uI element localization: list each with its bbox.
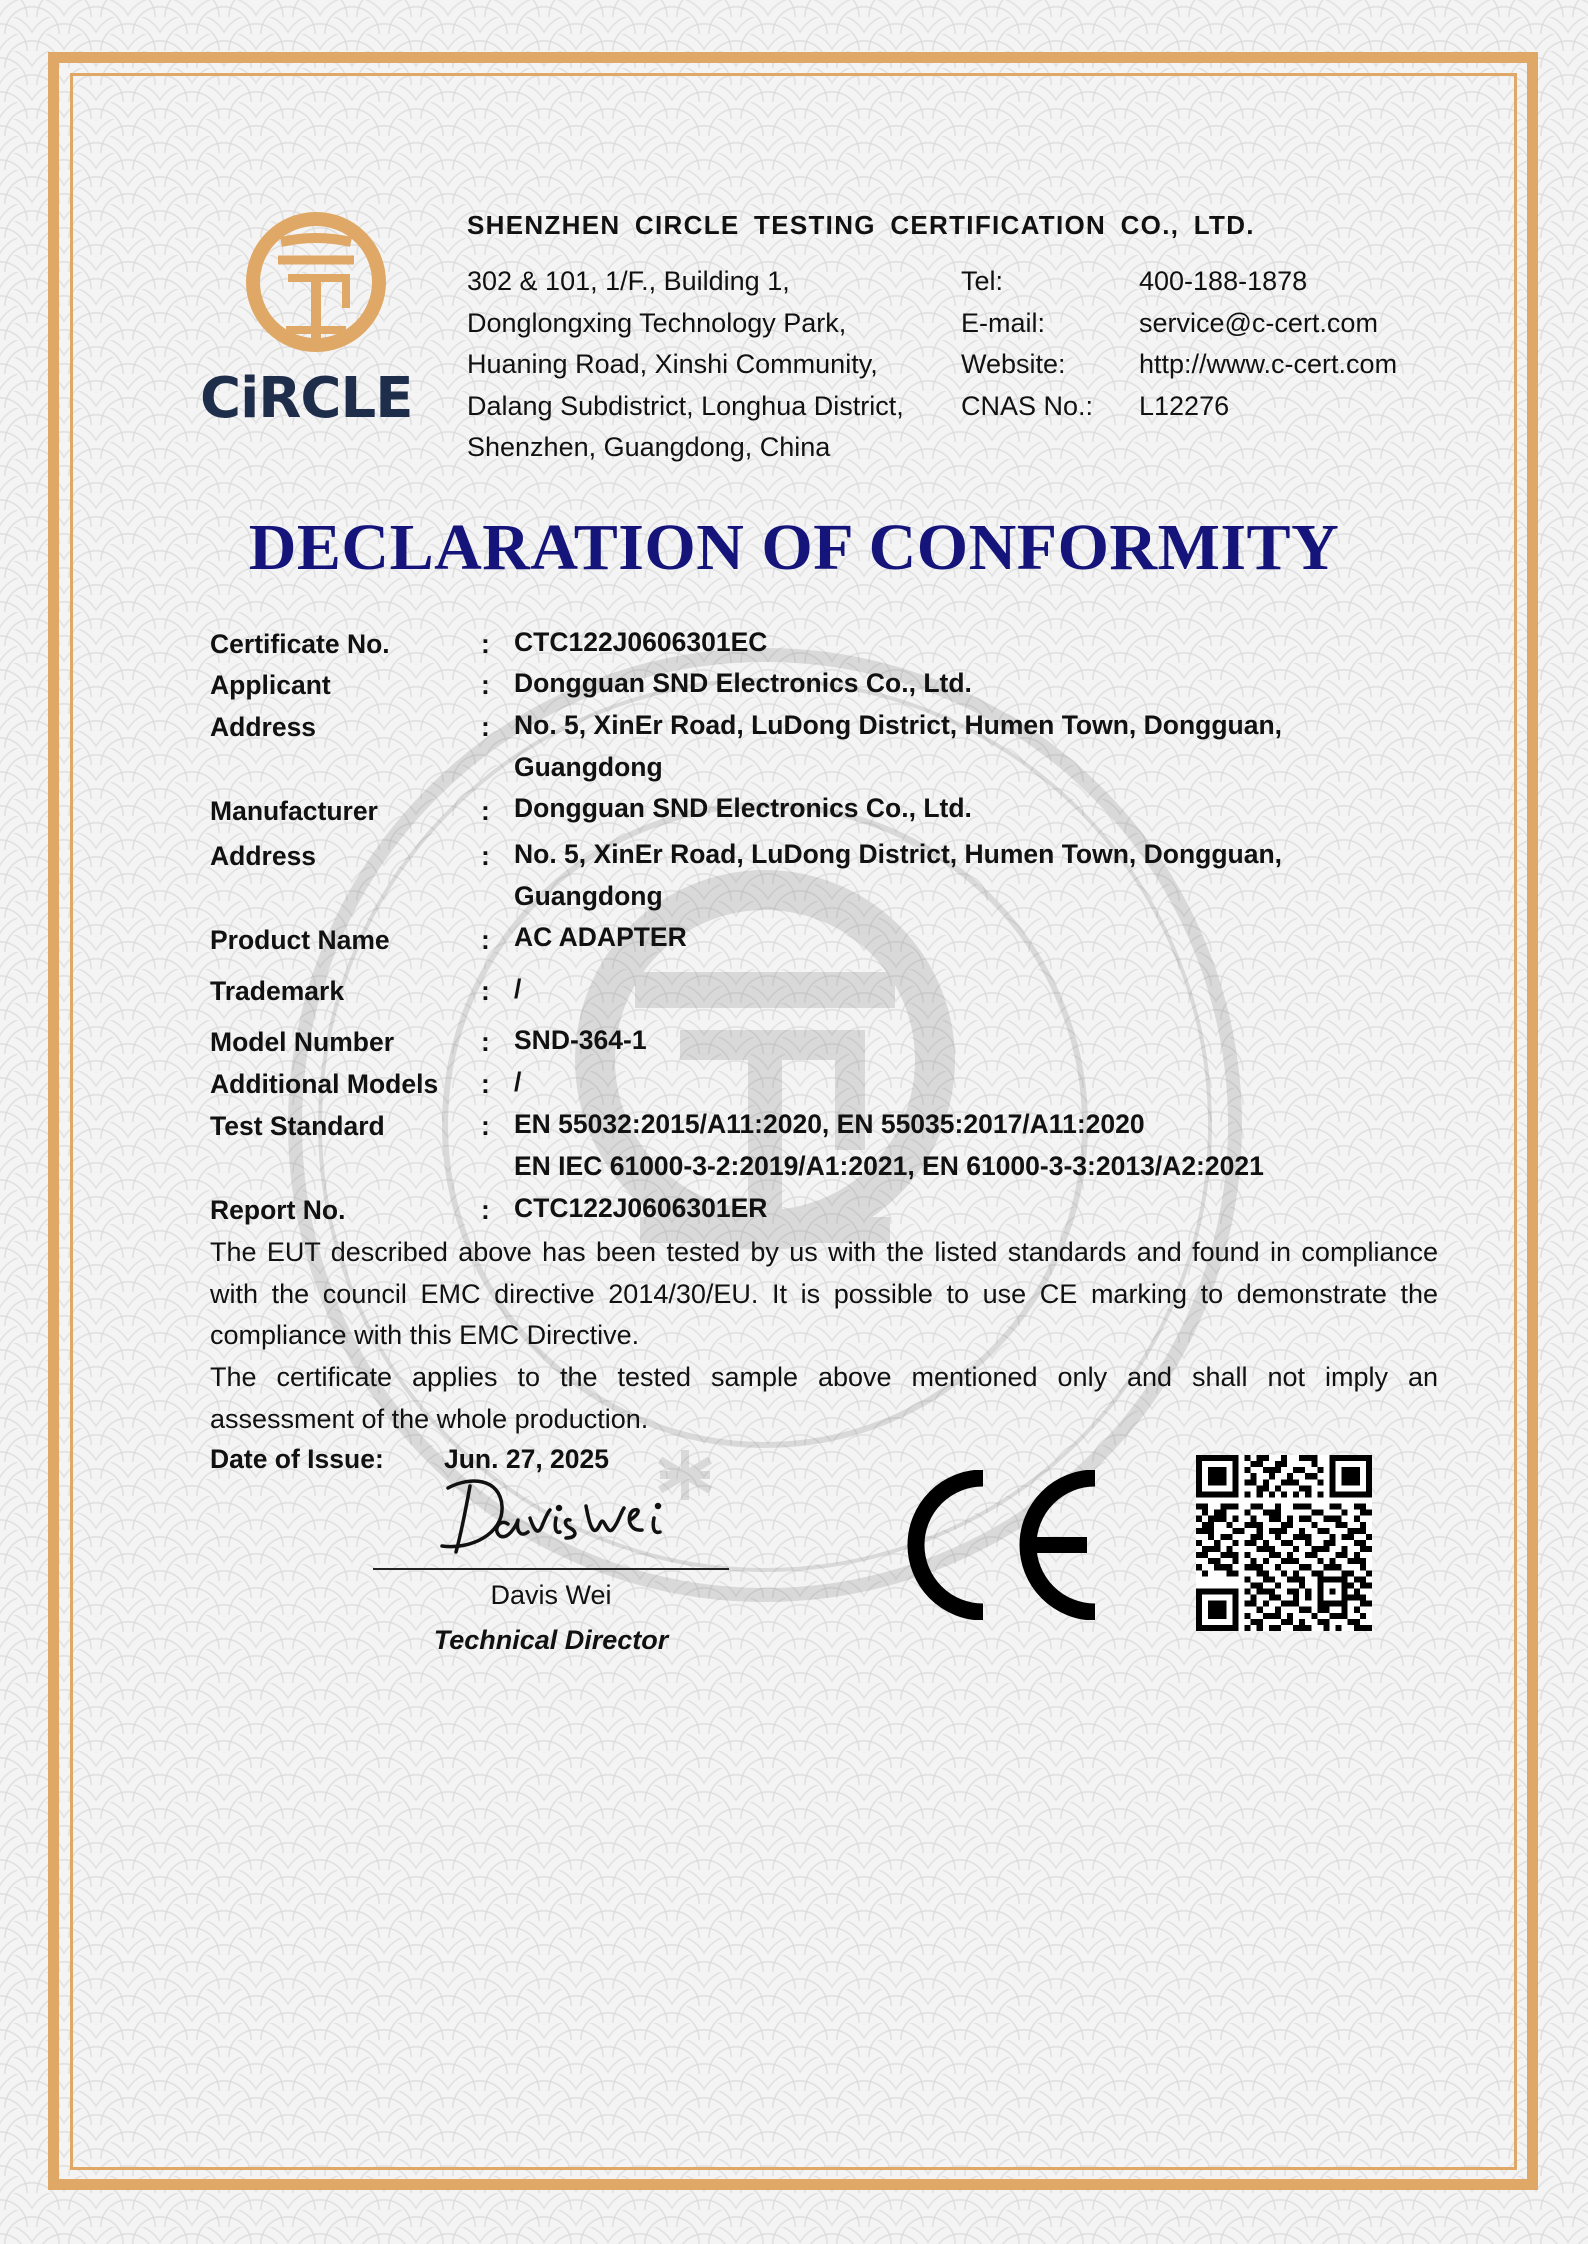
- field-value: Dongguan SND Electronics Co., Ltd.: [514, 668, 972, 698]
- contact-value: 400-188-1878: [1139, 266, 1308, 296]
- contact-value: service@c-cert.com: [1139, 307, 1378, 338]
- company-name: SHENZHEN CIRCLE TESTING CERTIFICATION CO., LTD.: [467, 210, 1255, 240]
- field-separator: :: [481, 712, 490, 742]
- field-value: No. 5, XinEr Road, LuDong District, Humen Town, Dongguan,: [514, 710, 1282, 740]
- statement-line: with the council EMC directive 2014/30/EU. It is possible to use CE marking to demonstrate the: [210, 1278, 1438, 1309]
- field-label: Trademark: [210, 976, 345, 1006]
- field-separator: :: [481, 841, 490, 871]
- contact-tel: [961, 261, 1397, 303]
- field-label: Product Name: [210, 925, 390, 955]
- signature-line: [373, 1568, 729, 1570]
- statement-line: The certificate applies to the tested sample above mentioned only and shall not imply an: [210, 1362, 1438, 1392]
- document-title: DECLARATION OF CONFORMITY: [248, 511, 1340, 584]
- qr-code-icon: [1196, 1455, 1372, 1631]
- field-label: Report No.: [210, 1195, 346, 1225]
- contact-cnas: [961, 386, 1397, 428]
- field-value: CTC122J0606301EC: [514, 627, 768, 657]
- field-separator: :: [481, 925, 490, 955]
- field-label: Model Number: [210, 1027, 395, 1057]
- field-separator: :: [481, 1027, 490, 1057]
- field-label: Test Standard: [210, 1111, 385, 1141]
- contact-label: Tel:: [961, 266, 1004, 296]
- contact-value: L12276: [1139, 390, 1230, 421]
- field-value: Guangdong: [514, 881, 663, 911]
- field-label: Additional Models: [210, 1069, 439, 1099]
- compliance-statement: [210, 1232, 1438, 1357]
- field-value: Dongguan SND Electronics Co., Ltd.: [514, 793, 972, 823]
- address-line: 302 & 101, 1/F., Building 1,: [467, 266, 790, 296]
- signatory-title: Technical Director: [433, 1625, 669, 1655]
- date-of-issue-label: Date of Issue:: [210, 1444, 384, 1474]
- field-value: AC ADAPTER: [514, 922, 687, 952]
- company-address: [467, 261, 904, 469]
- statement-line: compliance with this EMC Directive.: [210, 1320, 640, 1350]
- contact-label: E-mail:: [961, 307, 1046, 338]
- contact-email: [961, 303, 1397, 345]
- address-line: Shenzhen, Guangdong, China: [467, 432, 831, 462]
- field-value: EN 55032:2015/A11:2020, EN 55035:2017/A11:2020: [514, 1109, 1145, 1139]
- statement-line: assessment of the whole production.: [210, 1403, 649, 1434]
- field-value: SND-364-1: [514, 1025, 647, 1055]
- date-of-issue-value: Jun. 27, 2025: [444, 1444, 609, 1474]
- field-separator: :: [481, 629, 490, 659]
- field-value: EN IEC 61000-3-2:2019/A1:2021, EN 61000-3-3:2013/A2:2021: [514, 1151, 1264, 1181]
- field-value: /: [514, 1067, 522, 1097]
- field-separator: :: [481, 1111, 490, 1141]
- contact-label: Website:: [961, 349, 1066, 379]
- signatory-name: Davis Wei: [490, 1580, 612, 1610]
- field-separator: :: [481, 1195, 490, 1225]
- field-label: Address: [210, 841, 317, 871]
- field-separator: :: [481, 796, 490, 826]
- field-value: No. 5, XinEr Road, LuDong District, Humen Town, Dongguan,: [514, 839, 1282, 869]
- contact-value: http://www.c-cert.com: [1139, 349, 1398, 379]
- scope-statement: [210, 1357, 1438, 1440]
- contact-label: CNAS No.:: [961, 390, 1094, 421]
- field-separator: :: [481, 670, 490, 700]
- field-label: Applicant: [210, 670, 331, 700]
- address-line: Dalang Subdistrict, Longhua District,: [467, 390, 904, 421]
- statement-line: The EUT described above has been tested by us with the listed standards and found in compliance: [210, 1237, 1438, 1267]
- field-label: Address: [210, 712, 317, 742]
- logo-wordmark: CiRCLE: [200, 366, 413, 431]
- field-separator: :: [481, 1069, 490, 1099]
- field-value: /: [514, 974, 522, 1004]
- ce-mark-icon: [888, 1470, 1100, 1620]
- field-label: Manufacturer: [210, 796, 378, 826]
- handwritten-signature-icon: [430, 1468, 680, 1560]
- contact-website: [961, 344, 1397, 386]
- field-value: CTC122J0606301ER: [514, 1193, 768, 1223]
- company-contacts: [961, 261, 1397, 427]
- field-label: Certificate No.: [210, 629, 390, 659]
- address-line: Huaning Road, Xinshi Community,: [467, 349, 878, 379]
- field-value: Guangdong: [514, 752, 663, 782]
- field-separator: :: [481, 976, 490, 1006]
- address-line: Donglongxing Technology Park,: [467, 307, 847, 338]
